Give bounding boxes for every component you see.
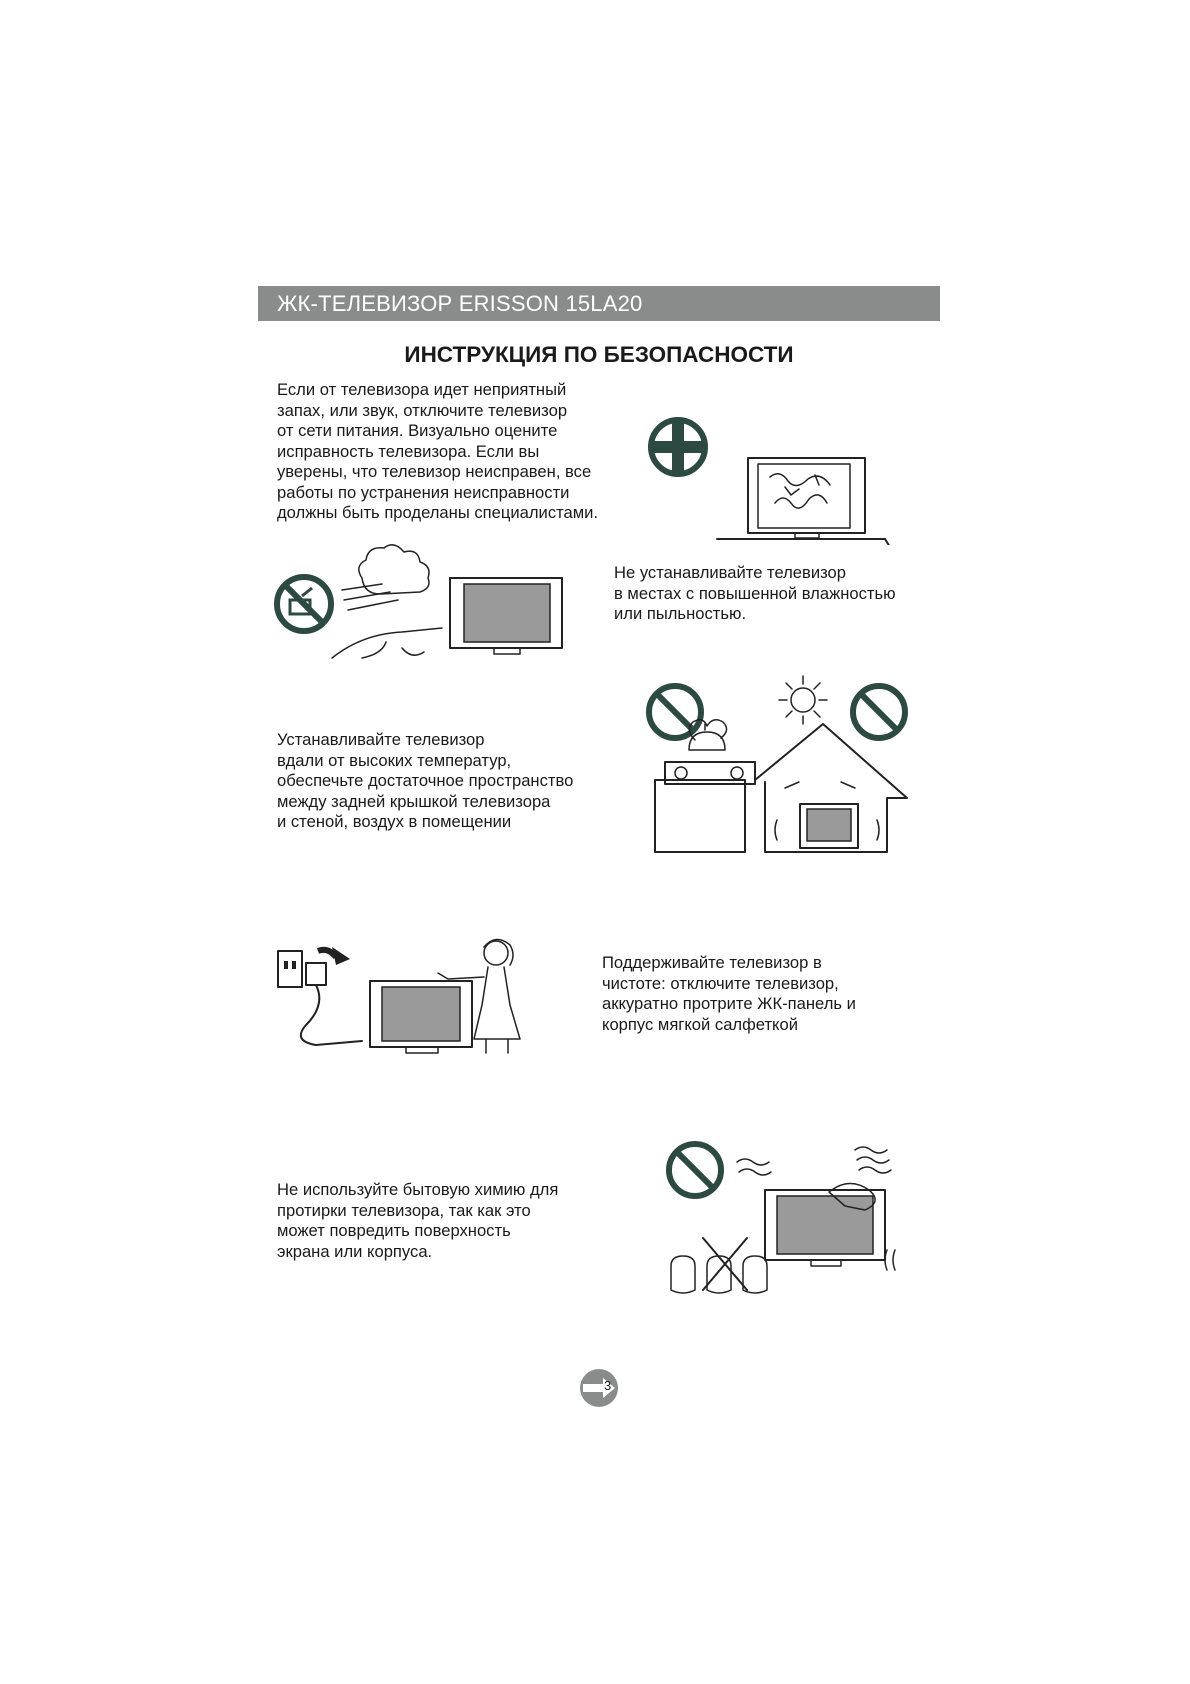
humidity-illustration <box>272 538 572 663</box>
cleaning-illustration <box>270 935 535 1060</box>
plug-cable-icon <box>301 963 362 1045</box>
page-title: ИНСТРУКЦИЯ ПО БЕЗОПАСНОСТИ <box>404 342 794 367</box>
no-chemicals-icon <box>669 1144 721 1196</box>
heat-illustration <box>645 670 915 855</box>
power-outlet-icon <box>278 951 302 987</box>
section-5-text: Не используйте бытовую химию для протирки телевизора, так как это может повредить поверхность экрана или корпуса. <box>277 1180 559 1261</box>
steam-waves-icon <box>737 1147 891 1175</box>
next-page-arrow-icon <box>579 1368 619 1408</box>
tv-service-illustration <box>645 415 895 545</box>
no-chemicals-illustration <box>665 1140 910 1295</box>
plus-symbol-icon <box>651 420 705 474</box>
chemical-bottles-icon <box>671 1238 767 1293</box>
no-heat-icon <box>649 686 701 738</box>
page-number: 3 <box>604 1378 612 1393</box>
section-1-text: Если от телевизора идет неприятный запах, или звук, отключите телевизор от сети питания. Визуально оцените исправность телевизора. Если вы уверены, что телевизор неисправен, все работы по устранения неисправности должны быть проделаны специалистами. <box>277 380 599 522</box>
tv-icon <box>765 1183 895 1270</box>
tv-icon <box>370 981 472 1053</box>
no-moisture-icon <box>277 577 331 631</box>
no-sun-icon <box>853 686 905 738</box>
steam-cloud-icon <box>332 545 442 658</box>
tv-icon <box>450 578 562 654</box>
house-icon <box>755 724 907 852</box>
section-2-text: Не устанавливайте телевизор в местах с повышенной влажностью или пыльностью. <box>614 563 896 623</box>
document-header: ЖК-ТЕЛЕВИЗОР ERISSON 15LA20 <box>258 286 940 321</box>
section-3-text: Устанавливайте телевизор вдали от высоких температур, обеспечьте достаточное пространство между задней крышкой телевизора и стеной, воздух в помещении <box>277 730 574 831</box>
sun-icon <box>779 676 827 724</box>
tv-on-stand-icon <box>717 458 890 545</box>
section-4-text: Поддерживайте телевизор в чистоте: отключите телевизор, аккуратно протрите ЖК-панель и корпус мягкой салфеткой <box>602 953 856 1034</box>
